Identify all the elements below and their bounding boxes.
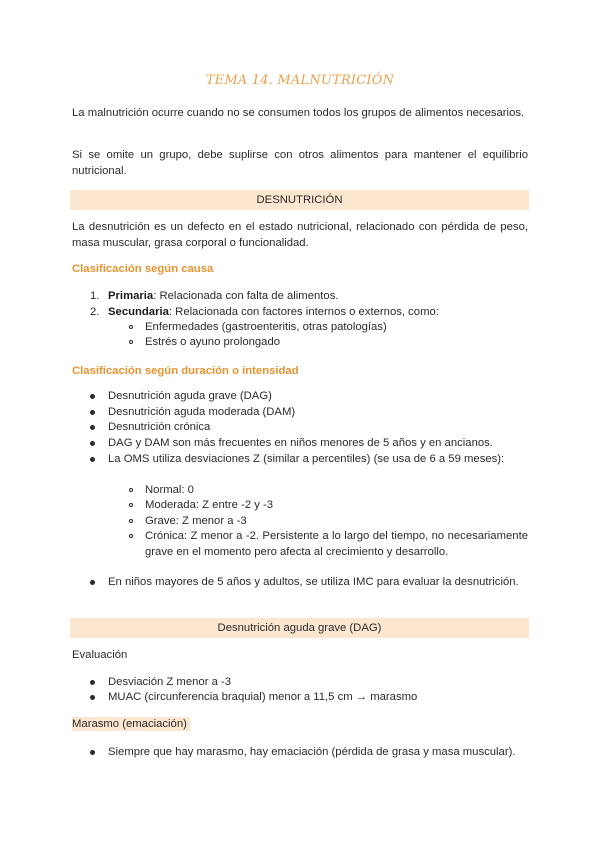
bullet-icon (90, 580, 95, 585)
intro-paragraph-1: La malnutrición ocurre cuando no se consumen todos los grupos de alimentos necesarios. (72, 107, 525, 119)
section-heading-dag: Desnutrición aguda grave (DAG) (70, 618, 529, 638)
list-item: Estrés o ayuno prolongado (145, 336, 281, 348)
bullet-icon (90, 410, 95, 415)
subheading-causa: Clasificación según causa (72, 263, 214, 275)
evaluation-label: Evaluación (72, 649, 128, 661)
page-title: TEMA 14. MALNUTRICIÓN (205, 73, 395, 88)
marasmo-label-wrap (72, 717, 528, 733)
secundaria-text: : Relacionada con factores internos o externos, como: (168, 306, 439, 318)
circle-bullet-icon (129, 325, 133, 329)
list-item-secundaria (108, 305, 439, 321)
circle-bullet-icon (129, 534, 133, 538)
list-item: DAG y DAM son más frecuentes en niños menores de 5 años y en ancianos. (108, 437, 493, 449)
circle-bullet-icon (129, 503, 133, 507)
primaria-text: : Relacionada con falta de alimentos. (153, 290, 339, 302)
list-item: Desnutrición crónica (108, 421, 211, 433)
term-secundaria: Secundaria (108, 306, 169, 318)
bullet-icon (90, 750, 95, 755)
intro-paragraph-2: Si se omite un grupo, debe suplirse con otros alimentos para mantener el equilibrio nutricional. (72, 149, 528, 177)
section-heading-desnutricion: DESNUTRICIÓN (70, 190, 529, 210)
subheading-intensidad: Clasificación según duración o intensidad (72, 365, 299, 377)
list-item: Moderada: Z entre -2 y -3 (145, 499, 274, 511)
circle-bullet-icon (129, 519, 133, 523)
circle-bullet-icon (129, 488, 133, 492)
list-item: MUAC (circunferencia braquial) menor a 11,5 cm → marasmo (108, 691, 418, 703)
list-number: 2. (90, 306, 100, 318)
circle-bullet-icon (129, 340, 133, 344)
bullet-icon (90, 425, 95, 430)
marasmo-label: Marasmo (emaciación) (72, 717, 190, 731)
list-item: Normal: 0 (145, 484, 194, 496)
bullet-icon (90, 457, 95, 462)
bullet-icon (90, 394, 95, 399)
list-item-marasmo: Siempre que hay marasmo, hay emaciación (pérdida de grasa y masa muscular). (108, 746, 516, 758)
definition-paragraph: La desnutrición es un defecto en el estado nutricional, relacionado con pérdida de peso, masa muscular, grasa corporal o funcionalidad. (72, 221, 528, 249)
list-number: 1. (90, 290, 100, 302)
list-item-imc: En niños mayores de 5 años y adultos, se utiliza IMC para evaluar la desnutrición. (108, 576, 519, 588)
list-item-cronica: Crónica: Z menor a -2. Persistente a lo largo del tiempo, no necesariamente grave en el momento pero afecta al crecimiento y desarrollo. (145, 530, 528, 558)
list-item: Grave: Z menor a -3 (145, 515, 247, 527)
list-item: Desnutrición aguda moderada (DAM) (108, 406, 296, 418)
term-primaria: Primaria (108, 290, 154, 302)
bullet-icon (90, 441, 95, 446)
bullet-icon (90, 695, 95, 700)
list-item-primaria (108, 289, 338, 305)
list-item: Enfermedades (gastroenteritis, otras patologías) (145, 321, 387, 333)
list-item-oms: La OMS utiliza desviaciones Z (similar a percentiles) (se usa de 6 a 59 meses): (108, 453, 505, 465)
list-item: Desviación Z menor a -3 (108, 676, 232, 688)
list-item: Desnutrición aguda grave (DAG) (108, 390, 272, 402)
bullet-icon (90, 680, 95, 685)
